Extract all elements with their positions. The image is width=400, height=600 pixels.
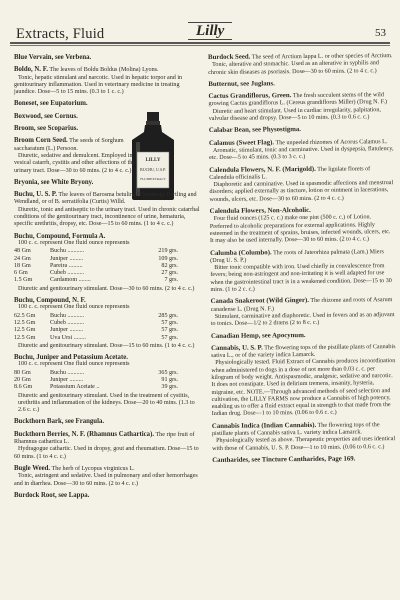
entry-text: Diaphoretic and carminative. Used in spasmodic affections and menstrual disorders; applied externally as tincture, lotion or ointment in lacerations, wounds, ulcers, etc. Dose—30 to 60 mins. (2 to 4 c. c.) — [209, 180, 394, 203]
formula-amount: 20 Gm — [14, 376, 31, 383]
entry-heading — [14, 179, 202, 187]
header-rule — [10, 42, 390, 44]
entry — [14, 431, 202, 461]
entry — [210, 248, 395, 295]
formula-ingredient: Potassium Acetate .. — [50, 384, 100, 391]
formula-row — [14, 377, 202, 384]
page-number: 53 — [375, 27, 386, 39]
formula-row — [14, 313, 202, 320]
entry — [14, 113, 136, 121]
formula-amount: 12.5 Gm — [14, 319, 36, 326]
formula-grains: 57 grs. — [161, 327, 178, 334]
entry-title: Bugle Weed. — [14, 464, 51, 472]
entry-source: The ligulate florets of Calendula officinalis L. — [209, 165, 371, 181]
formula-entry — [14, 354, 202, 414]
bottle-label-top: LILLY — [145, 158, 161, 163]
entry — [14, 418, 202, 426]
entry-text: Physiologically tested as above. Therapeutic properties and uses identical with those of Cannabis, U. S. P. Dose—1 to 10 mins. (0.06 to 0.6 c. c.) — [212, 436, 396, 452]
header-rule-thin — [10, 45, 390, 46]
formula-head: 100 c. c. represent One fluid ounce represents — [18, 361, 130, 368]
formula-ingredient: Uva Ursi ........ — [50, 334, 86, 341]
formula-table — [14, 248, 202, 284]
entry-title: Buckthorn Bark, see Frangula. — [14, 418, 105, 426]
formula-ingredient: Cubeb ........... — [50, 270, 85, 277]
formula-ingredient: Buchu ........... — [50, 248, 85, 255]
formula-grains: 82 grs. — [161, 262, 178, 269]
entry-title: Blue Vervain, see Verbena. — [14, 54, 92, 61]
entry-text: Tonic, alterative and stomachic. Used as an alterative in syphilis and chronic skin diseases as psoriasis. Dose—30 to 60 mins. (2 to 4 c. c.) — [208, 60, 379, 76]
entry-title: Boxwood, see Cornus. — [14, 112, 78, 120]
entry-text: Four fluid ounces (125 c. c.) make one pint (500 c. c.) of Lotion. Preferred to alcoholic preparations for external applications. Highly esteemed in the treatment of sprains, bruises, infected wounds, ulcers, etc. It may also be used internally. Dose—30 to 60 mins. (2 to 4 c. c.) — [209, 214, 391, 245]
entry-heading — [14, 54, 202, 62]
entry-title: Cactus Grandiflorus, Green. — [208, 92, 292, 101]
entry-title: Cantharides, see Tincture Cantharides, Page 169. — [212, 455, 356, 464]
entry — [14, 191, 202, 228]
entry — [212, 455, 397, 465]
entry-heading — [212, 455, 397, 465]
entry-source: The seed of Arctium lappa L. or other species of Arctium. — [250, 53, 393, 61]
entry — [211, 296, 396, 328]
formula-entry — [14, 233, 202, 293]
entry-source: The seeds of Sorghum saccharatum (L.) Persoon. — [14, 138, 124, 152]
entry-title: Calendula Flowers, Non-Alcoholic. — [209, 206, 311, 216]
entry-source: The ripe fruit of Rhamnus cathartica L. — [14, 431, 195, 446]
left-column — [14, 54, 202, 504]
formula-grains: 109 grs. — [158, 255, 178, 262]
entry-heading — [14, 191, 202, 207]
entry-title: Butternut, see Juglans. — [208, 80, 275, 88]
bottle-label-bot: FLUIDEXTRACT — [140, 177, 166, 181]
page-title: Extracts, Fluid — [16, 26, 105, 42]
entry — [208, 91, 393, 123]
formula-row — [14, 327, 202, 334]
entry-heading — [14, 125, 136, 133]
entry-text: Stimulant, carminative and diaphoretic. Used in fevers and as an adjuvant to tonics. Dose—1/2 to 2 drams (2 to 8 c. c.) — [210, 311, 395, 328]
entry-source: The fresh succulent stems of the wild growing Cactus grandiflorus L. (Cereus grandiflorus Miller) (Drug N. F.) — [208, 92, 388, 108]
entry-heading — [14, 100, 136, 108]
entry-source: The leaves of Barosma betulina (Thunberg) Bartling and Wendland, or of B. serratifolia (Curtis) Willd. — [14, 192, 197, 206]
formula-row — [14, 263, 202, 270]
entry-title: Boneset, see Eupatorium. — [14, 100, 88, 108]
entry — [208, 52, 393, 77]
entry-title: Buchu, Compound, N. F. — [14, 297, 86, 305]
entry-heading — [14, 137, 136, 153]
entry-text: Diuretic and genitourinary stimulant. Dose—15 to 60 mins. (1 to 4 c. c.) — [18, 342, 195, 349]
entry — [208, 79, 393, 89]
formula-row — [14, 384, 202, 391]
formula-amount: 24 Gm — [14, 255, 31, 262]
formula-amount: 12.5 Gm — [14, 334, 36, 341]
entry — [209, 125, 394, 135]
entry-source: The flowering tops of the pistillate plants of Cannabis sativa L., or of the variety indica Lamarck. — [211, 343, 396, 360]
formula-ingredient: Buchu ........... — [50, 312, 85, 319]
entry-heading — [211, 331, 396, 341]
formula-amount: 18 Gm — [14, 262, 31, 269]
entry-title: Boldo, N. F. — [14, 66, 48, 74]
entry-title: Buchu, U. S. P. — [14, 191, 58, 199]
formula-ingredient: Pareira ......... — [50, 262, 83, 269]
entry-text: Aromatic, stimulant, tonic and carminative. Used in dyspepsia, flatulency, etc. Dose—5 to 45 mins. (0.3 to 3 c. c.) — [209, 146, 394, 162]
entry-title: Calumba (Columbo). — [210, 248, 272, 257]
formula-amount: 48 Gm — [14, 248, 31, 255]
formula-grains: 219 grs. — [158, 248, 178, 255]
entry-heading — [14, 465, 202, 473]
formula-amount: 1.5 Gm — [14, 277, 33, 284]
entry-title: Burdock Root, see Lappa. — [14, 491, 90, 499]
entry — [210, 206, 395, 245]
entry — [14, 465, 202, 488]
entry — [14, 492, 202, 500]
entry-title: Buchu, Compound, Formula A. — [14, 232, 106, 240]
formula-grains: 365 grs. — [158, 369, 178, 376]
formula-grains: 39 grs. — [161, 384, 178, 391]
formula-ingredient: Buchu ........... — [50, 369, 85, 376]
entry-text: Diuretic, tonic and antiseptic to the urinary tract. Used in chronic catarrhal conditions of the genitourinary tract, incontinence of urine, hematuria, specific urethritis, dropsy, etc. Dose—15 to 60 mins. (1 to 4 c. c.) — [14, 206, 200, 228]
formula-grains: 27 grs. — [161, 270, 178, 277]
formula-ingredient: Juniper ......... — [50, 255, 84, 262]
formula-head: 100 c. c. represent One fluid ounce represents — [18, 239, 130, 246]
formula-table — [14, 313, 202, 342]
entry-title: Calamus (Sweet Flag). — [208, 138, 275, 147]
formula-ingredient: Cardamom ........ — [50, 277, 91, 284]
entry-heading — [208, 91, 393, 109]
entry — [209, 138, 394, 163]
entry-title: Buckthorn Berries, N. F. (Rhamnus Cathartica). — [14, 430, 155, 438]
formula-grains: 7 grs. — [164, 277, 178, 284]
entry — [14, 100, 136, 108]
formula-row — [14, 370, 202, 377]
entry-text: Physiologically tested. Fluid Extract of Cannabis produces incoordination when administered to dogs in a dose of not more than 0.03 c. c. per kilogram of body weight. Antispasmodic, analgesic, sedative and narcotic. It does not constipate. Used in delirium tremens, insanity, hysteria, migraine, etc. NOTE.—Through advanced methods of seed selection and cultivation, the LILLY FARMS now produce a Cannabis of high potency, enabling us to offer a fluid extract equal in strength to that made from the Indian drug. Dose—1 to 10 mins. (0.06 to 0.6 c. c.) — [211, 358, 396, 418]
entry-text: Hydragogue cathartic. Used in dropsy, gout and rheumatism. Dose—15 to 60 mins. (1 to 4 c. c.) — [14, 446, 199, 460]
entry-title: Cannabis Indica (Indian Cannabis). — [211, 421, 317, 430]
entry-heading — [14, 113, 136, 121]
entry-text: Tonic, astringent and sedative. Used in pulmonary and other hemorrhages and in diarrhea. Dose—30 to 60 mins. (2 to 4 c. c.) — [14, 473, 198, 487]
entry-title: Canada Snakeroot (Wild Ginger). — [210, 297, 309, 306]
formula-row — [14, 320, 202, 327]
entry-text: Diuretic, sedative and demulcent. Employed in vesical catarrh, cystitis and other affections of the urinary tract. Dose—30 to 60 mins. (2 to 4 c. c.) — [14, 152, 136, 174]
formula-table — [14, 370, 202, 392]
formula-amount: 12.5 Gm — [14, 327, 36, 334]
formula-grains: 285 grs. — [158, 312, 178, 319]
entry-heading — [14, 66, 202, 74]
right-column — [208, 52, 397, 469]
entry-text: Bitter tonic compatible with iron. Used chiefly in convalescence from fevers; being non-astringent and non-irritating it is well adapted for use when the gastrointestinal tract is in a weakened condition. Dose—15 to 30 mins. (1 to 2 c. c.) — [210, 263, 392, 294]
formula-ingredient: Juniper ......... — [50, 376, 84, 383]
entry — [14, 54, 202, 62]
entry-heading — [14, 492, 202, 500]
formula-grains: 57 grs. — [161, 319, 178, 326]
formula-amount: 8.6 Gm — [14, 384, 33, 391]
entry-title: Burdock Seed. — [208, 53, 251, 61]
entry-heading — [209, 125, 394, 135]
formula-grains: 91 grs. — [161, 376, 178, 383]
formula-grains: 57 grs. — [161, 334, 178, 341]
formula-amount: 80 Gm — [14, 369, 31, 376]
formula-head: 100 c. c. represent One fluid ounce represents — [18, 304, 130, 311]
bottle-label-mid: BUCHU, U.S.P. — [140, 167, 166, 172]
entry-text: Diuretic and genitourinary stimulant. Used in the treatment of cystitis, urethritis and inflammation of the kidneys. Dose—20 to 40 mins. (1.3 to 2.6 c. c.) — [18, 392, 195, 414]
entry-source: The flowering tops of the pistillate plants of Cannabis sativa L. variety indica Lamarck. — [211, 421, 380, 438]
entry — [211, 331, 396, 341]
formula-row — [14, 335, 202, 342]
entry — [14, 179, 202, 187]
entry-heading — [14, 418, 202, 426]
entry-text: Tonic, hepatic stimulant and narcotic. Used in hepatic torpor and in genitourinary inflammation. Used in veterinary medicine in treating jaundice. Dose—5 to 15 mins. (0.3 to 1 c. c.) — [14, 74, 183, 96]
entry-source: The roots of Jateorhiza palmata (Lam.) Miers (Drug U. S. P.) — [210, 248, 384, 264]
formula-row — [14, 248, 202, 255]
page-header — [10, 22, 390, 46]
entry-title: Calabar Bean, see Physostigma. — [208, 126, 302, 135]
formula-amount: 6 Gm — [14, 270, 28, 277]
entry-title: Bryonia, see White Bryony. — [14, 178, 94, 186]
entry — [14, 137, 136, 174]
formula-ingredient: Juniper ......... — [50, 327, 84, 334]
entry-title: Buchu, Juniper and Potassium Acetate. — [14, 354, 128, 362]
entry-text: Diuretic and genitourinary stimulant. Dose—30 to 60 mins. (2 to 4 c. c.) — [18, 285, 195, 292]
formula-row — [14, 270, 202, 277]
formula-row — [14, 277, 202, 284]
entry-source: The rhizome and roots of Asarum canadense L. (Drug N. F.) — [210, 297, 393, 313]
formula-entry — [14, 297, 202, 350]
entry-title: Canadian Hemp, see Apocynum. — [210, 331, 306, 340]
formula-ingredient: Cubeb ........... — [50, 319, 85, 326]
entry — [212, 421, 397, 453]
entry-text: Diuretic and heart stimulant. Used in cardiac irregularity, palpitation, valvular disease and dropsy. Dose—5 to 10 mins. (0.3 to 0.6 c. c.) — [208, 106, 381, 123]
entry — [209, 165, 394, 204]
lilly-logo: Lilly — [188, 22, 232, 40]
formula-amount: 62.5 Gm — [14, 312, 36, 319]
entry-title: Calendula Flowers, N. F. (Marigold). — [209, 165, 316, 174]
entry-source: The leaves of Boldu Boldus (Molina) Lyons. — [47, 67, 159, 74]
formula-row — [14, 256, 202, 263]
entry-source: The herb of Lycopus virginicus L. — [50, 465, 135, 472]
entry-title: Broom Corn Seed. — [14, 137, 68, 145]
entry — [14, 125, 136, 133]
entry-heading — [14, 431, 202, 447]
entry — [14, 66, 202, 96]
entry — [211, 343, 397, 419]
entry-title: Broom, see Scoparius. — [14, 125, 79, 133]
entry-title: Cannabis, U. S. P. — [211, 344, 263, 352]
entry-source: The unpeeled rhizomes of Acorus Calamus L. — [274, 138, 388, 146]
entry-heading — [208, 79, 393, 89]
